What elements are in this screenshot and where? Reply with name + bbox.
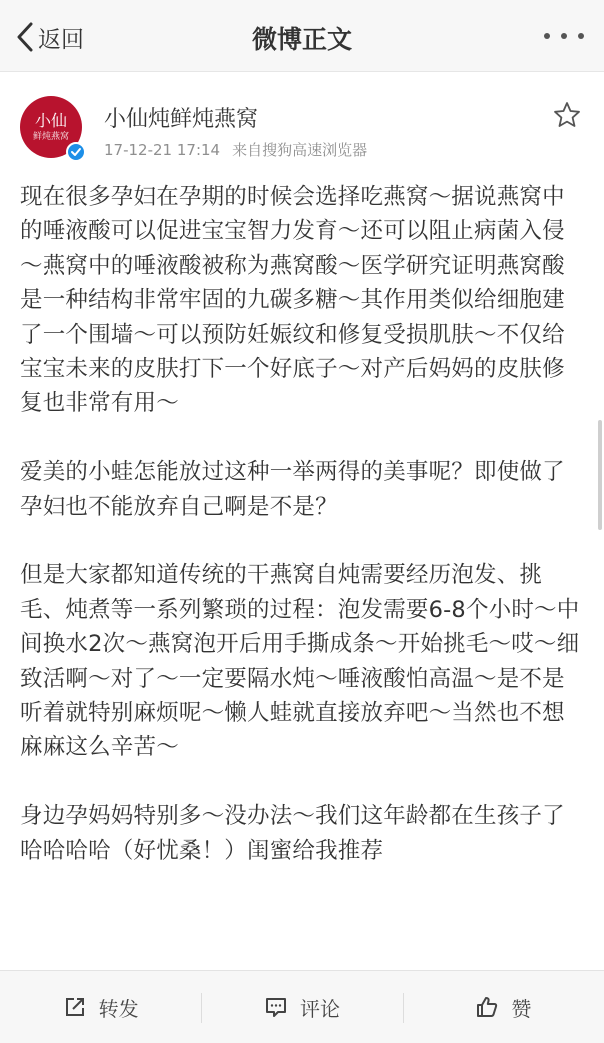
comment-icon <box>264 995 288 1019</box>
repost-label: 转发 <box>98 996 139 1021</box>
post-paragraph: 但是大家都知道传统的干燕窝自炖需要经历泡发、挑毛、炖煮等一系列繁琐的过程：泡发需要6-8个小时～中间换水2次～燕窝泡开后用手撕成条～开始挑毛～哎～细致活啊～对了～一定要隔水炖～唾液酸怕高温～是不是听着就特别麻烦呢～懒人蛙就直接放弃吧～当然也不想麻麻这么辛苦～ <box>20 562 580 761</box>
post-paragraph: 爱美的小蛙怎能放过这种一举两得的美事呢？即使做了孕妇也不能放弃自己啊是不是？ <box>20 459 565 520</box>
scrollbar[interactable] <box>598 420 602 530</box>
post-paragraph: 身边孕妈妈特别多～没办法～我们这年龄都在生孩子了哈哈哈哈（好忧桑！）闺蜜给我推荐 <box>20 803 565 864</box>
bottom-toolbar <box>0 970 604 1043</box>
like-label: 赞 <box>511 996 532 1021</box>
post-time: 17-12-21 17:14 <box>104 141 221 159</box>
like-icon <box>475 995 499 1019</box>
username[interactable]: 小仙炖鲜炖燕窝 <box>104 107 259 132</box>
avatar-logo-subtext: 鲜炖燕窝 <box>32 131 69 142</box>
comment-label: 评论 <box>299 996 340 1021</box>
verified-icon <box>66 142 86 162</box>
repost-icon <box>63 995 87 1019</box>
back-label: 返回 <box>38 26 84 53</box>
comment-button[interactable] <box>201 971 402 1043</box>
page-title: 微博正文 <box>251 25 352 54</box>
more-button[interactable] <box>544 26 584 46</box>
avatar-logo-text: 小仙 <box>34 110 67 130</box>
post-paragraph: 现在很多孕妇在孕期的时候会选择吃燕窝～据说燕窝中的唾液酸可以促进宝宝智力发育～还可以阻止病菌入侵～燕窝中的唾液酸被称为燕窝酸～医学研究证明燕窝酸是一种结构非常牢固的九碳多糖～其作用类似给细胞建了一个围墙～可以预防妊娠纹和修复受损肌肤～不仅给宝宝未来的皮肤打下一个好底子～对产后妈妈的皮肤修复也非常有用～ <box>20 184 565 417</box>
post-source: 来自搜狗高速浏览器 <box>232 141 368 159</box>
star-icon[interactable] <box>552 100 582 130</box>
repost-button[interactable] <box>0 971 201 1043</box>
like-button[interactable] <box>403 971 604 1043</box>
post-header <box>0 72 604 172</box>
post-body <box>20 180 586 975</box>
post-meta <box>104 139 367 160</box>
nav-bar <box>0 0 604 72</box>
more-dots-icon <box>544 33 550 39</box>
